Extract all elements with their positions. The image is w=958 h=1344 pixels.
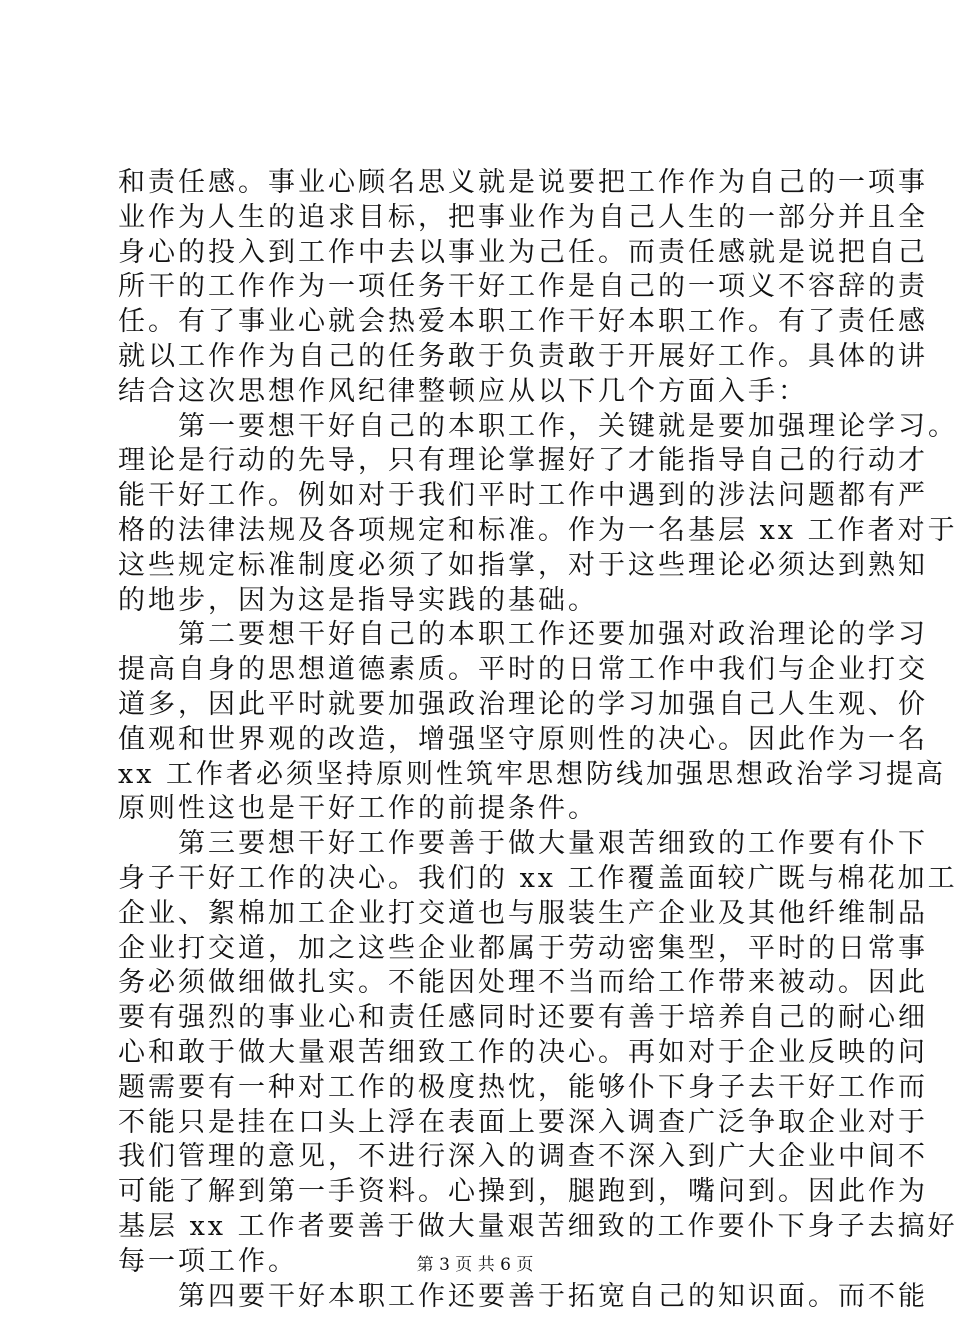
paragraph-first-line: 第四要干好本职工作还要善于拓宽自己的知识面。而不能 [178,1280,928,1312]
paragraph-line: 提高自身的思想道德素质。平时的日常工作中我们与企业打交 [118,654,928,686]
page-number-footer: 第 3 页 共 6 页 [416,1255,534,1275]
paragraph-line: 身子干好工作的决心。我们的 xx 工作覆盖面较广既与棉花加工 [118,862,958,894]
paragraph-line: xx 工作者必须坚持原则性筑牢思想防线加强思想政治学习提高 [118,758,947,790]
paragraph-line: 和责任感。事业心顾名思义就是说要把工作作为自己的一项事 [118,167,928,198]
paragraph-line: 企业、絮棉加工企业打交道也与服装生产企业及其他纤维制品 [118,897,928,929]
paragraph-line: 心和敢于做大量艰苦细致工作的决心。再如对于企业反映的问 [118,1036,928,1068]
paragraph-line: 要有强烈的事业心和责任感同时还要有善于培养自己的耐心细 [118,1002,928,1034]
paragraph-line: 基层 xx 工作者要善于做大量艰苦细致的工作要仆下身子去搞好 [118,1210,958,1242]
paragraph-line: 原则性这也是干好工作的前提条件。 [118,793,598,825]
document-body [118,166,958,1314]
paragraph-line: 业作为人生的追求目标，把事业作为自己人生的一部分并且全 [118,201,928,233]
paragraph-line: 理论是行动的先导，只有理论掌握好了才能指导自己的行动才 [118,445,928,477]
paragraph-line: 题需要有一种对工作的极度热忱，能够仆下身子去干好工作而 [118,1071,928,1103]
paragraph-line: 可能了解到第一手资料。心操到，腿跑到，嘴问到。因此作为 [118,1176,928,1208]
paragraph-line: 这些规定标准制度必须了如指掌，对于这些理论必须达到熟知 [118,549,928,581]
paragraph-first-line: 第一要想干好自己的本职工作，关键就是要加强理论学习。 [178,410,958,442]
paragraph-line: 结合这次思想作风纪律整顿应从以下几个方面入手： [118,375,808,407]
paragraph-first-line: 第二要想干好自己的本职工作还要加强对政治理论的学习 [178,619,928,651]
paragraph-line: 不能只是挂在口头上浮在表面上要深入调查广泛争取企业对于 [118,1106,928,1138]
paragraph-line: 能干好工作。例如对于我们平时工作中遇到的涉法问题都有严 [118,480,928,512]
paragraph-line: 我们管理的意见，不进行深入的调查不深入到广大企业中间不 [118,1141,928,1173]
paragraph-line: 道多，因此平时就要加强政治理论的学习加强自己人生观、价 [118,688,928,720]
paragraph-line: 身心的投入到工作中去以事业为己任。而责任感就是说把自己 [118,236,928,268]
paragraph-line: 任。有了事业心就会热爱本职工作干好本职工作。有了责任感 [118,306,928,338]
paragraph-line: 务必须做细做扎实。不能因处理不当而给工作带来被动。因此 [118,967,928,999]
paragraph-line: 格的法律法规及各项规定和标准。作为一名基层 xx 工作者对于 [118,514,958,546]
paragraph-line: 值观和世界观的改造，增强坚守原则性的决心。因此作为一名 [118,723,928,755]
paragraph-line: 的地步，因为这是指导实践的基础。 [118,584,598,616]
paragraph-line: 所干的工作作为一项任务干好工作是自己的一项义不容辞的责 [118,271,928,303]
paragraph-line: 每一项工作。 [118,1245,298,1277]
paragraph-first-line: 第三要想干好工作要善于做大量艰苦细致的工作要有仆下 [178,828,928,860]
paragraph-line: 企业打交道，加之这些企业都属于劳动密集型，平时的日常事 [118,932,928,964]
paragraph-line: 就以工作作为自己的任务敢于负责敢于开展好工作。具体的讲 [118,340,928,372]
